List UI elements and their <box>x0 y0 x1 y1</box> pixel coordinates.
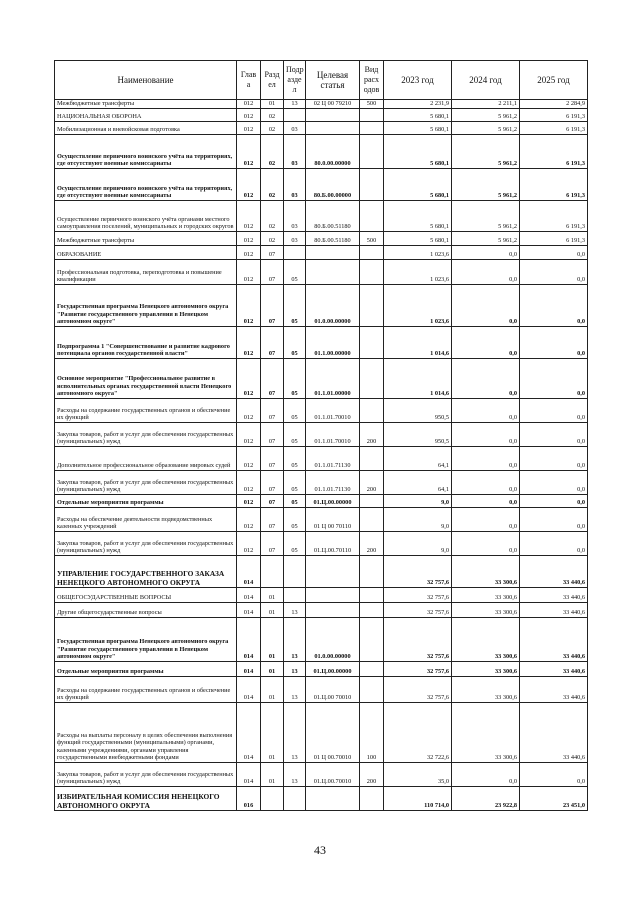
row-2023-cell: 32 757,6 <box>384 618 452 662</box>
row-glava-cell: 012 <box>237 532 261 556</box>
row-2024-cell: 5 961,2 <box>452 109 520 122</box>
row-podrazdel-cell <box>284 787 306 811</box>
row-expense-type-cell <box>360 285 384 327</box>
row-glava-cell: 012 <box>237 495 261 508</box>
row-name-cell: Межбюджетные трансферты <box>55 232 237 246</box>
row-name-cell: УПРАВЛЕНИЕ ГОСУДАРСТВЕННОГО ЗАКАЗА НЕНЕЦКОГО АВТОНОМНОГО ОКРУГА <box>55 556 237 588</box>
row-razdel-cell: 02 <box>261 169 284 201</box>
row-glava-cell: 012 <box>237 109 261 122</box>
row-2023-cell: 5 680,1 <box>384 122 452 135</box>
row-2024-cell: 0,0 <box>452 447 520 471</box>
table-row <box>55 603 588 618</box>
row-2023-cell: 2 231,9 <box>384 100 452 109</box>
row-2025-cell: 0,0 <box>520 399 588 423</box>
row-2024-cell: 5 961,2 <box>452 169 520 201</box>
row-podrazdel-cell: 13 <box>284 677 306 703</box>
table-row <box>55 232 588 246</box>
row-expense-type-cell <box>360 447 384 471</box>
row-2023-cell: 9,0 <box>384 495 452 508</box>
row-2023-cell: 32 722,6 <box>384 703 452 763</box>
row-2025-cell: 6 191,3 <box>520 135 588 169</box>
row-razdel-cell: 07 <box>261 327 284 359</box>
row-razdel-cell <box>261 556 284 588</box>
row-glava-cell: 012 <box>237 201 261 232</box>
row-razdel-cell: 07 <box>261 260 284 285</box>
row-name-cell: Расходы на обеспечение деятельности подведомственных казенных учреждений <box>55 508 237 532</box>
row-razdel-cell: 02 <box>261 122 284 135</box>
row-razdel-cell: 02 <box>261 109 284 122</box>
row-2023-cell: 1 023,6 <box>384 246 452 260</box>
row-2025-cell: 6 191,3 <box>520 232 588 246</box>
row-name-cell: Основное мероприятие "Профессиональное развитие в исполнительных органах государственной власти Ненецкого автономного округа" <box>55 359 237 399</box>
row-2023-cell: 1 014,6 <box>384 327 452 359</box>
row-target-article-cell: 01.Ц.00 70010 <box>306 677 360 703</box>
row-target-article-cell: 01.1.01.70010 <box>306 399 360 423</box>
row-target-article-cell: 01 Ц 00.70010 <box>306 703 360 763</box>
row-name-cell: Мобилизационная и вневойсковая подготовка <box>55 122 237 135</box>
table-header-row <box>55 61 588 100</box>
row-razdel-cell: 01 <box>261 677 284 703</box>
table-row <box>55 327 588 359</box>
row-name-cell: Профессиональная подготовка, переподготовка и повышение квалификации <box>55 260 237 285</box>
table-row <box>55 169 588 201</box>
row-podrazdel-cell: 05 <box>284 399 306 423</box>
row-2023-cell: 5 680,1 <box>384 201 452 232</box>
row-name-cell: ОБРАЗОВАНИЕ <box>55 246 237 260</box>
row-2025-cell: 0,0 <box>520 246 588 260</box>
row-target-article-cell: 80.0.00.00000 <box>306 135 360 169</box>
row-glava-cell: 016 <box>237 787 261 811</box>
row-2024-cell: 33 300,6 <box>452 618 520 662</box>
row-glava-cell: 012 <box>237 327 261 359</box>
row-expense-type-cell <box>360 359 384 399</box>
row-expense-type-cell <box>360 327 384 359</box>
row-2025-cell: 33 440,6 <box>520 662 588 677</box>
row-expense-type-cell <box>360 556 384 588</box>
table-row <box>55 556 588 588</box>
row-name-cell: Закупка товаров, работ и услуг для обеспечения государственных (муниципальных) нужд <box>55 532 237 556</box>
row-glava-cell: 012 <box>237 169 261 201</box>
row-2025-cell: 0,0 <box>520 447 588 471</box>
row-2025-cell: 33 440,6 <box>520 618 588 662</box>
row-2025-cell: 23 451,0 <box>520 787 588 811</box>
row-podrazdel-cell <box>284 246 306 260</box>
row-2025-cell: 2 284,9 <box>520 100 588 109</box>
row-podrazdel-cell: 05 <box>284 447 306 471</box>
row-2025-cell: 33 440,6 <box>520 703 588 763</box>
row-2024-cell: 33 300,6 <box>452 556 520 588</box>
row-target-article-cell: 01.Ц.00.70110 <box>306 532 360 556</box>
row-name-cell: Другие общегосударственные вопросы <box>55 603 237 618</box>
row-expense-type-cell: 200 <box>360 423 384 447</box>
table-row <box>55 471 588 495</box>
row-razdel-cell: 01 <box>261 662 284 677</box>
row-2023-cell: 9,0 <box>384 532 452 556</box>
row-razdel-cell: 01 <box>261 588 284 603</box>
row-target-article-cell <box>306 246 360 260</box>
table-row <box>55 588 588 603</box>
row-razdel-cell: 07 <box>261 423 284 447</box>
row-glava-cell: 012 <box>237 246 261 260</box>
row-2024-cell: 0,0 <box>452 260 520 285</box>
row-podrazdel-cell: 05 <box>284 423 306 447</box>
table-body <box>55 100 588 811</box>
row-2023-cell: 32 757,6 <box>384 603 452 618</box>
row-name-cell: Осуществление первичного воинского учёта на территориях, где отсутствуют военные комиссариаты <box>55 135 237 169</box>
row-2025-cell: 0,0 <box>520 532 588 556</box>
row-podrazdel-cell <box>284 556 306 588</box>
table-row <box>55 359 588 399</box>
row-glava-cell: 012 <box>237 232 261 246</box>
header-razdel: Разд ел <box>261 61 284 100</box>
row-2025-cell: 33 440,6 <box>520 556 588 588</box>
table-row <box>55 495 588 508</box>
row-name-cell: Отдельные мероприятия программы <box>55 662 237 677</box>
row-target-article-cell: 01.1.00.00000 <box>306 327 360 359</box>
row-name-cell: Государственная программа Ненецкого автономного округа "Развитие государственного управления в Ненецком автономном округе" <box>55 285 237 327</box>
row-glava-cell: 012 <box>237 135 261 169</box>
row-expense-type-cell: 500 <box>360 100 384 109</box>
row-glava-cell: 012 <box>237 100 261 109</box>
table-row <box>55 508 588 532</box>
row-2025-cell: 0,0 <box>520 508 588 532</box>
row-podrazdel-cell <box>284 109 306 122</box>
row-2024-cell: 5 961,2 <box>452 135 520 169</box>
row-expense-type-cell <box>360 588 384 603</box>
table-row <box>55 763 588 787</box>
row-expense-type-cell <box>360 662 384 677</box>
row-podrazdel-cell: 13 <box>284 763 306 787</box>
row-2023-cell: 32 757,6 <box>384 556 452 588</box>
row-target-article-cell: 80.Б.00.00000 <box>306 169 360 201</box>
row-2025-cell: 6 191,3 <box>520 109 588 122</box>
row-razdel-cell: 07 <box>261 495 284 508</box>
row-glava-cell: 012 <box>237 285 261 327</box>
header-year-2023: 2023 год <box>384 61 452 100</box>
row-expense-type-cell <box>360 677 384 703</box>
row-podrazdel-cell: 05 <box>284 285 306 327</box>
row-2023-cell: 32 757,6 <box>384 677 452 703</box>
row-glava-cell: 012 <box>237 423 261 447</box>
row-2023-cell: 64,1 <box>384 447 452 471</box>
row-target-article-cell: 01 Ц 00 70110 <box>306 508 360 532</box>
row-glava-cell: 014 <box>237 662 261 677</box>
row-2024-cell: 23 922,8 <box>452 787 520 811</box>
row-2025-cell: 0,0 <box>520 359 588 399</box>
row-2025-cell: 0,0 <box>520 327 588 359</box>
row-2023-cell: 32 757,6 <box>384 662 452 677</box>
row-expense-type-cell <box>360 109 384 122</box>
row-name-cell: Закупка товаров, работ и услуг для обеспечения государственных (муниципальных) нужд <box>55 763 237 787</box>
row-podrazdel-cell: 03 <box>284 122 306 135</box>
row-2023-cell: 110 714,0 <box>384 787 452 811</box>
row-razdel-cell: 01 <box>261 618 284 662</box>
row-razdel-cell: 07 <box>261 532 284 556</box>
row-razdel-cell: 07 <box>261 246 284 260</box>
table-row <box>55 246 588 260</box>
row-razdel-cell: 01 <box>261 603 284 618</box>
row-2023-cell: 35,0 <box>384 763 452 787</box>
row-razdel-cell: 01 <box>261 763 284 787</box>
table-row <box>55 532 588 556</box>
row-expense-type-cell: 200 <box>360 471 384 495</box>
row-target-article-cell: 80.Б.00.51180 <box>306 232 360 246</box>
row-expense-type-cell: 100 <box>360 703 384 763</box>
row-2025-cell: 33 440,6 <box>520 603 588 618</box>
row-target-article-cell: 01.Ц.00.00000 <box>306 495 360 508</box>
row-2023-cell: 9,0 <box>384 508 452 532</box>
table-row <box>55 703 588 763</box>
row-2025-cell: 0,0 <box>520 260 588 285</box>
header-name: Наименование <box>55 61 237 100</box>
row-podrazdel-cell: 03 <box>284 201 306 232</box>
table-row <box>55 677 588 703</box>
row-2023-cell: 950,5 <box>384 423 452 447</box>
row-name-cell: Расходы на выплаты персоналу в целях обеспечения выполнения функций государственными (муниципальными) органами, казенными учреждениями, органами управления государственными внебюджетными фондами <box>55 703 237 763</box>
row-2024-cell: 0,0 <box>452 423 520 447</box>
row-2023-cell: 32 757,6 <box>384 588 452 603</box>
row-expense-type-cell: 200 <box>360 763 384 787</box>
row-expense-type-cell <box>360 495 384 508</box>
table-row <box>55 122 588 135</box>
header-year-2025: 2025 год <box>520 61 588 100</box>
row-target-article-cell <box>306 588 360 603</box>
row-expense-type-cell <box>360 618 384 662</box>
row-glava-cell: 012 <box>237 447 261 471</box>
row-podrazdel-cell: 05 <box>284 532 306 556</box>
header-target-article: Целевая статья <box>306 61 360 100</box>
row-podrazdel-cell: 13 <box>284 703 306 763</box>
row-glava-cell: 014 <box>237 703 261 763</box>
row-2023-cell: 64,1 <box>384 471 452 495</box>
row-2024-cell: 0,0 <box>452 285 520 327</box>
row-podrazdel-cell: 13 <box>284 603 306 618</box>
row-target-article-cell: 80.Б.00.51180 <box>306 201 360 232</box>
row-expense-type-cell <box>360 260 384 285</box>
row-target-article-cell: 01.1.01.71130 <box>306 471 360 495</box>
row-name-cell: Осуществление первичного воинского учёта органами местного самоуправления поселений, муниципальных и городских округов <box>55 201 237 232</box>
row-podrazdel-cell <box>284 588 306 603</box>
row-2024-cell: 33 300,6 <box>452 588 520 603</box>
row-target-article-cell: 01.0.00.00000 <box>306 618 360 662</box>
row-glava-cell: 012 <box>237 122 261 135</box>
row-2023-cell: 1 014,6 <box>384 359 452 399</box>
row-2025-cell: 0,0 <box>520 495 588 508</box>
table-row <box>55 662 588 677</box>
table-row <box>55 260 588 285</box>
header-glava: Глав а <box>237 61 261 100</box>
row-target-article-cell: 01.1.01.00000 <box>306 359 360 399</box>
header-year-2024: 2024 год <box>452 61 520 100</box>
row-2023-cell: 5 680,1 <box>384 232 452 246</box>
row-glava-cell: 014 <box>237 556 261 588</box>
row-2024-cell: 0,0 <box>452 327 520 359</box>
row-name-cell: Подпрограмма 1 "Совершенствование и развитие кадрового потенциала органов государственной власти" <box>55 327 237 359</box>
row-expense-type-cell <box>360 603 384 618</box>
table-row <box>55 787 588 811</box>
row-podrazdel-cell: 05 <box>284 359 306 399</box>
row-2023-cell: 950,5 <box>384 399 452 423</box>
row-expense-type-cell <box>360 201 384 232</box>
row-razdel-cell: 01 <box>261 703 284 763</box>
row-expense-type-cell <box>360 399 384 423</box>
row-2023-cell: 1 023,6 <box>384 260 452 285</box>
row-glava-cell: 014 <box>237 588 261 603</box>
row-2025-cell: 33 440,6 <box>520 588 588 603</box>
row-target-article-cell <box>306 122 360 135</box>
budget-table <box>54 60 588 811</box>
row-razdel-cell: 01 <box>261 100 284 109</box>
row-2025-cell: 6 191,3 <box>520 169 588 201</box>
row-2025-cell: 0,0 <box>520 423 588 447</box>
row-2025-cell: 0,0 <box>520 285 588 327</box>
row-2024-cell: 5 961,2 <box>452 232 520 246</box>
table-row <box>55 285 588 327</box>
row-podrazdel-cell: 05 <box>284 260 306 285</box>
row-2024-cell: 0,0 <box>452 508 520 532</box>
row-name-cell: Государственная программа Ненецкого автономного округа "Развитие государственного управления в Ненецком автономном округе" <box>55 618 237 662</box>
row-expense-type-cell <box>360 169 384 201</box>
row-glava-cell: 012 <box>237 508 261 532</box>
row-expense-type-cell <box>360 787 384 811</box>
row-2025-cell: 0,0 <box>520 763 588 787</box>
row-razdel-cell <box>261 787 284 811</box>
header-expense-type: Вид расх одов <box>360 61 384 100</box>
row-name-cell: Осуществление первичного воинского учёта на территориях, где отсутствуют военные комиссариаты <box>55 169 237 201</box>
row-2023-cell: 5 680,1 <box>384 169 452 201</box>
row-expense-type-cell: 500 <box>360 232 384 246</box>
row-2024-cell: 2 211,1 <box>452 100 520 109</box>
row-target-article-cell <box>306 109 360 122</box>
row-target-article-cell <box>306 260 360 285</box>
row-razdel-cell: 07 <box>261 447 284 471</box>
row-2024-cell: 33 300,6 <box>452 603 520 618</box>
row-2025-cell: 6 191,3 <box>520 122 588 135</box>
row-expense-type-cell <box>360 135 384 169</box>
row-podrazdel-cell: 13 <box>284 662 306 677</box>
row-name-cell: Закупка товаров, работ и услуг для обеспечения государственных (муниципальных) нужд <box>55 423 237 447</box>
row-name-cell: Расходы на содержание государственных органов и обеспечение их функций <box>55 677 237 703</box>
row-podrazdel-cell: 05 <box>284 327 306 359</box>
row-2024-cell: 0,0 <box>452 471 520 495</box>
row-podrazdel-cell: 05 <box>284 471 306 495</box>
row-2024-cell: 33 300,6 <box>452 677 520 703</box>
row-name-cell: НАЦИОНАЛЬНАЯ ОБОРОНА <box>55 109 237 122</box>
row-glava-cell: 012 <box>237 260 261 285</box>
row-2024-cell: 0,0 <box>452 763 520 787</box>
row-glava-cell: 014 <box>237 603 261 618</box>
row-podrazdel-cell: 03 <box>284 232 306 246</box>
row-podrazdel-cell: 05 <box>284 495 306 508</box>
row-razdel-cell: 02 <box>261 135 284 169</box>
row-glava-cell: 012 <box>237 359 261 399</box>
row-2025-cell: 0,0 <box>520 471 588 495</box>
row-podrazdel-cell: 13 <box>284 618 306 662</box>
row-razdel-cell: 07 <box>261 508 284 532</box>
row-2024-cell: 5 961,2 <box>452 122 520 135</box>
row-name-cell: Дополнительное профессиональное образование мировых судей <box>55 447 237 471</box>
row-glava-cell: 014 <box>237 677 261 703</box>
row-podrazdel-cell: 03 <box>284 169 306 201</box>
row-2024-cell: 0,0 <box>452 246 520 260</box>
row-target-article-cell: 01.Ц.00.70010 <box>306 763 360 787</box>
row-target-article-cell <box>306 556 360 588</box>
row-expense-type-cell <box>360 508 384 532</box>
row-2024-cell: 33 300,6 <box>452 662 520 677</box>
row-2023-cell: 1 023,6 <box>384 285 452 327</box>
table-row <box>55 201 588 232</box>
row-razdel-cell: 07 <box>261 359 284 399</box>
row-name-cell: ИЗБИРАТЕЛЬНАЯ КОМИССИЯ НЕНЕЦКОГО АВТОНОМНОГО ОКРУГА <box>55 787 237 811</box>
row-2025-cell: 6 191,3 <box>520 201 588 232</box>
row-name-cell: Отдельные мероприятия программы <box>55 495 237 508</box>
row-razdel-cell: 07 <box>261 471 284 495</box>
row-glava-cell: 014 <box>237 618 261 662</box>
row-target-article-cell <box>306 603 360 618</box>
row-target-article-cell: 01.1.01.71130 <box>306 447 360 471</box>
table-row <box>55 100 588 109</box>
table-row <box>55 447 588 471</box>
row-target-article-cell <box>306 787 360 811</box>
row-2025-cell: 33 440,6 <box>520 677 588 703</box>
row-podrazdel-cell: 13 <box>284 100 306 109</box>
row-2023-cell: 5 680,1 <box>384 135 452 169</box>
row-2024-cell: 0,0 <box>452 495 520 508</box>
row-glava-cell: 012 <box>237 399 261 423</box>
row-2024-cell: 33 300,6 <box>452 703 520 763</box>
row-name-cell: Межбюджетные трансферты <box>55 100 237 109</box>
row-2024-cell: 0,0 <box>452 399 520 423</box>
row-expense-type-cell <box>360 246 384 260</box>
row-podrazdel-cell: 05 <box>284 508 306 532</box>
row-name-cell: ОБЩЕГОСУДАРСТВЕННЫЕ ВОПРОСЫ <box>55 588 237 603</box>
table-row <box>55 109 588 122</box>
row-target-article-cell: 01.Ц.00.00000 <box>306 662 360 677</box>
table-row <box>55 423 588 447</box>
row-podrazdel-cell: 03 <box>284 135 306 169</box>
table-row <box>55 618 588 662</box>
row-target-article-cell: 02 Ц 00 79210 <box>306 100 360 109</box>
row-razdel-cell: 02 <box>261 201 284 232</box>
budget-sheet <box>54 60 587 811</box>
row-expense-type-cell: 200 <box>360 532 384 556</box>
row-name-cell: Закупка товаров, работ и услуг для обеспечения государственных (муниципальных) нужд <box>55 471 237 495</box>
page-number: 43 <box>314 843 326 857</box>
row-2023-cell: 5 680,1 <box>384 109 452 122</box>
row-razdel-cell: 07 <box>261 285 284 327</box>
row-target-article-cell: 01.1.01.70010 <box>306 423 360 447</box>
row-razdel-cell: 02 <box>261 232 284 246</box>
row-glava-cell: 012 <box>237 471 261 495</box>
row-name-cell: Расходы на содержание государственных органов и обеспечение их функций <box>55 399 237 423</box>
table-row <box>55 135 588 169</box>
row-2024-cell: 0,0 <box>452 532 520 556</box>
row-2024-cell: 5 961,2 <box>452 201 520 232</box>
row-expense-type-cell <box>360 122 384 135</box>
header-podrazdel: Подр азде л <box>284 61 306 100</box>
row-glava-cell: 014 <box>237 763 261 787</box>
row-target-article-cell: 01.0.00.00000 <box>306 285 360 327</box>
row-2024-cell: 0,0 <box>452 359 520 399</box>
row-razdel-cell: 07 <box>261 399 284 423</box>
table-row <box>55 399 588 423</box>
